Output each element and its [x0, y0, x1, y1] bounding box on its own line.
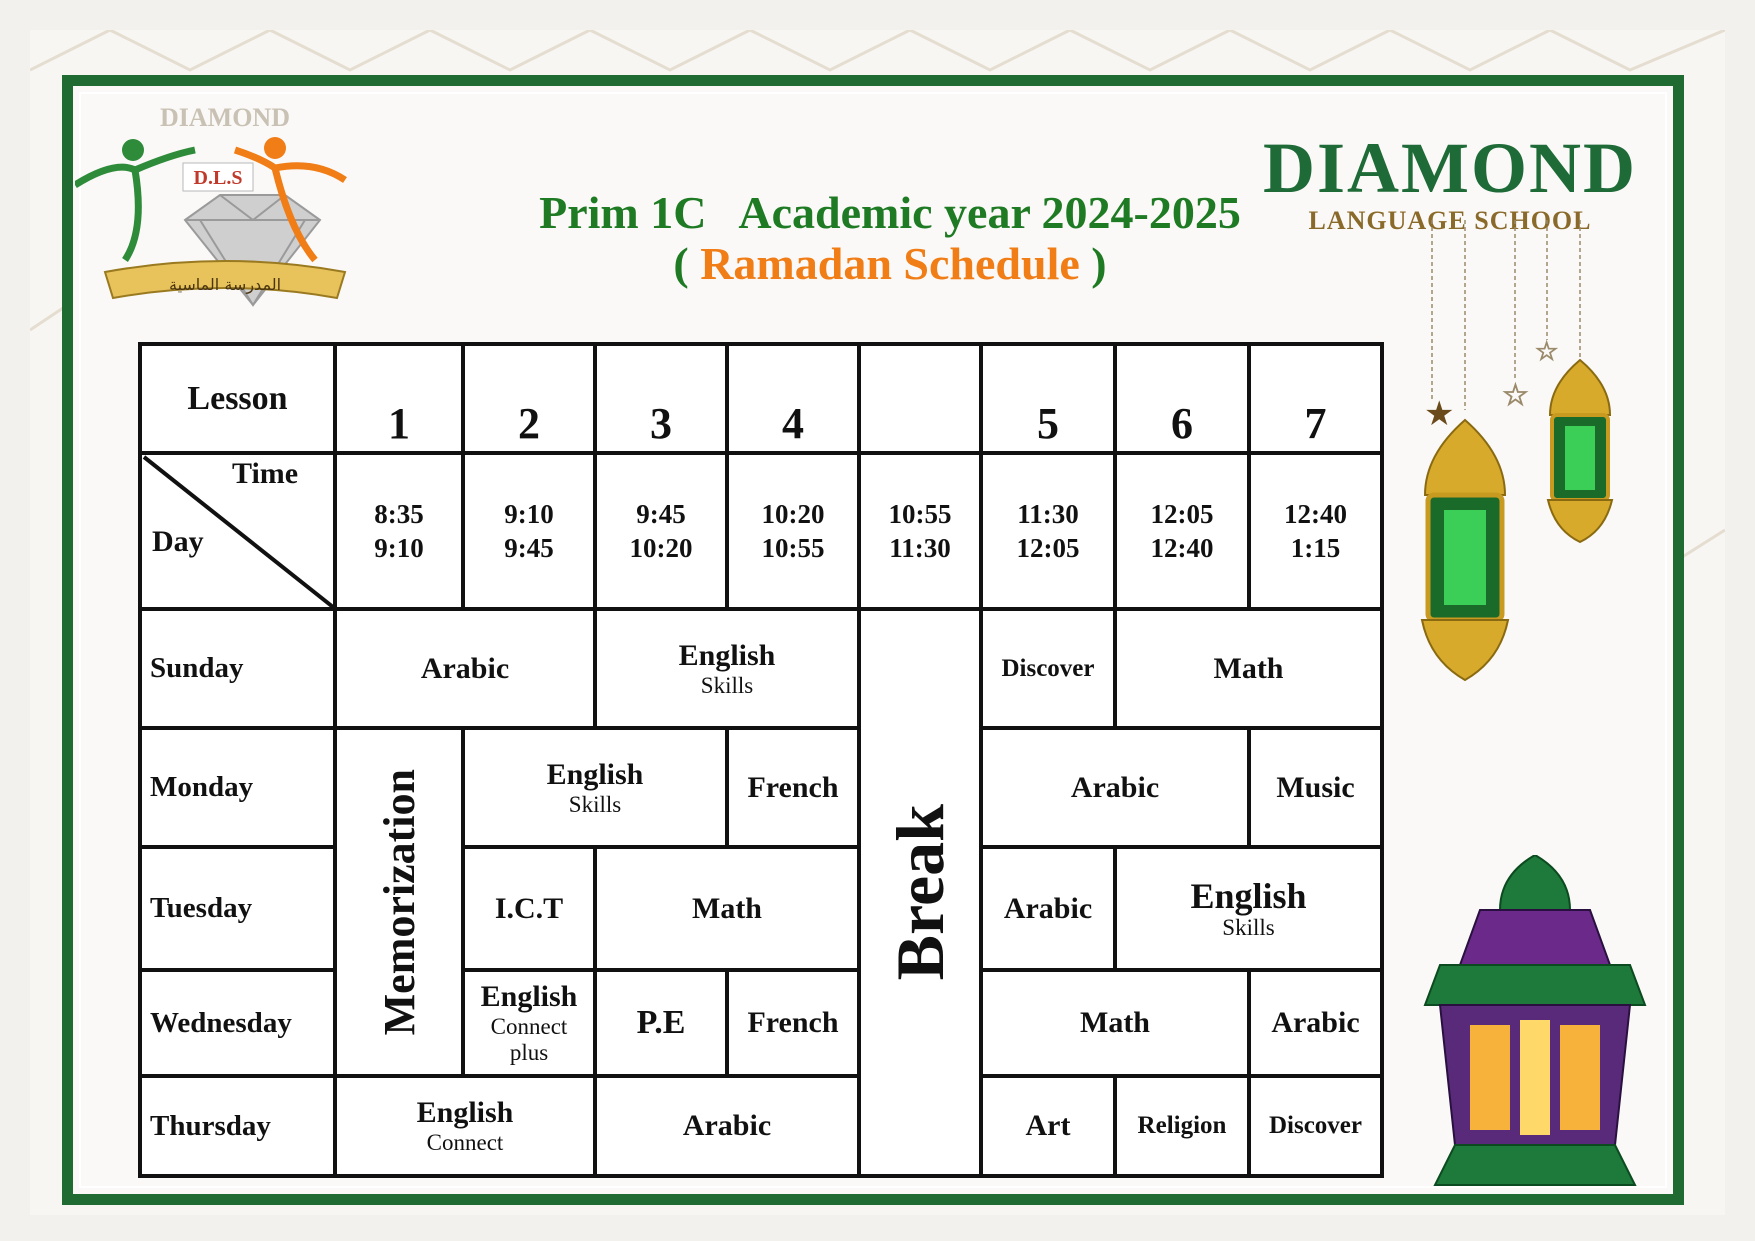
time-slot-7: 12:40 1:15 [1247, 451, 1384, 611]
wednesday-pe: P.E [593, 968, 729, 1078]
time-slot-6: 12:05 12:40 [1113, 451, 1251, 611]
lesson-number-2: 2 [461, 342, 597, 455]
lesson-number-4: 4 [725, 342, 861, 455]
star-outline-icon: ☆ [1502, 379, 1529, 412]
wednesday-math: Math [979, 968, 1251, 1078]
tuesday-arabic: Arabic [979, 845, 1117, 972]
day-label: Day [152, 525, 204, 558]
memorization-block: Memorization [333, 726, 465, 1078]
tuesday-math: Math [593, 845, 861, 972]
lesson-number-1: 1 [333, 342, 465, 455]
lesson-number-6: 6 [1113, 342, 1251, 455]
wednesday-french: French [725, 968, 861, 1078]
day-monday: Monday [138, 726, 337, 849]
day-thursday: Thursday [138, 1074, 337, 1178]
brand-name: DIAMOND [1263, 128, 1637, 208]
title-line-1: Prim 1C Academic year 2024-2025 [539, 187, 1241, 238]
school-logo [75, 100, 365, 330]
break-block: Break [857, 607, 983, 1178]
monday-english: English Skills [461, 726, 729, 849]
brand-subtitle: LANGUAGE SCHOOL [1308, 206, 1592, 235]
day-sunday: Sunday [138, 607, 337, 730]
lesson-header: Lesson [138, 342, 337, 455]
thursday-religion: Religion [1113, 1074, 1251, 1178]
thursday-discover: Discover [1247, 1074, 1384, 1178]
thursday-english: English Connect [333, 1074, 597, 1178]
star-icon: ★ [1424, 396, 1455, 433]
schedule-title [530, 188, 1250, 290]
wednesday-english: English Connect plus [461, 968, 597, 1078]
monday-music: Music [1247, 726, 1384, 849]
logo-top-text: DIAMOND [160, 103, 290, 132]
sunday-english: English Skills [593, 607, 861, 730]
day-tuesday: Tuesday [138, 845, 337, 972]
time-slot-4: 10:20 10:55 [725, 451, 861, 611]
time-slot-2: 9:10 9:45 [461, 451, 597, 611]
logo-ribbon-text: المدرسة الماسية [168, 275, 282, 294]
lesson-number-break [857, 342, 983, 455]
star-outline-icon: ☆ [1535, 337, 1559, 366]
sunday-arabic: Arabic [333, 607, 597, 730]
sunday-math: Math [1113, 607, 1384, 730]
time-slot-3: 9:45 10:20 [593, 451, 729, 611]
time-day-header [138, 451, 337, 611]
schedule-table [138, 342, 1384, 1178]
lesson-number-3: 3 [593, 342, 729, 455]
logo-badge-text: D.L.S [193, 167, 243, 189]
sunday-discover: Discover [979, 607, 1117, 730]
monday-french: French [725, 726, 861, 849]
time-slot-1: 8:35 9:10 [333, 451, 465, 611]
ramadan-schedule-label: Ramadan Schedule [700, 238, 1080, 289]
wednesday-arabic: Arabic [1247, 968, 1384, 1078]
ramadan-lantern-decoration [1420, 855, 1650, 1200]
thursday-arabic: Arabic [593, 1074, 861, 1178]
lesson-number-7: 7 [1247, 342, 1384, 455]
lesson-number-5: 5 [979, 342, 1117, 455]
thursday-art: Art [979, 1074, 1117, 1178]
time-slot-break: 10:55 11:30 [857, 451, 983, 611]
hanging-lanterns-decoration [1410, 220, 1660, 720]
tuesday-english: English Skills [1113, 845, 1384, 972]
time-label: Time [232, 457, 299, 490]
time-slot-5: 11:30 12:05 [979, 451, 1117, 611]
tuesday-ict: I.C.T [461, 845, 597, 972]
monday-arabic: Arabic [979, 726, 1251, 849]
day-wednesday: Wednesday [138, 968, 337, 1078]
title-line-2: ( Ramadan Schedule ) [673, 238, 1107, 289]
